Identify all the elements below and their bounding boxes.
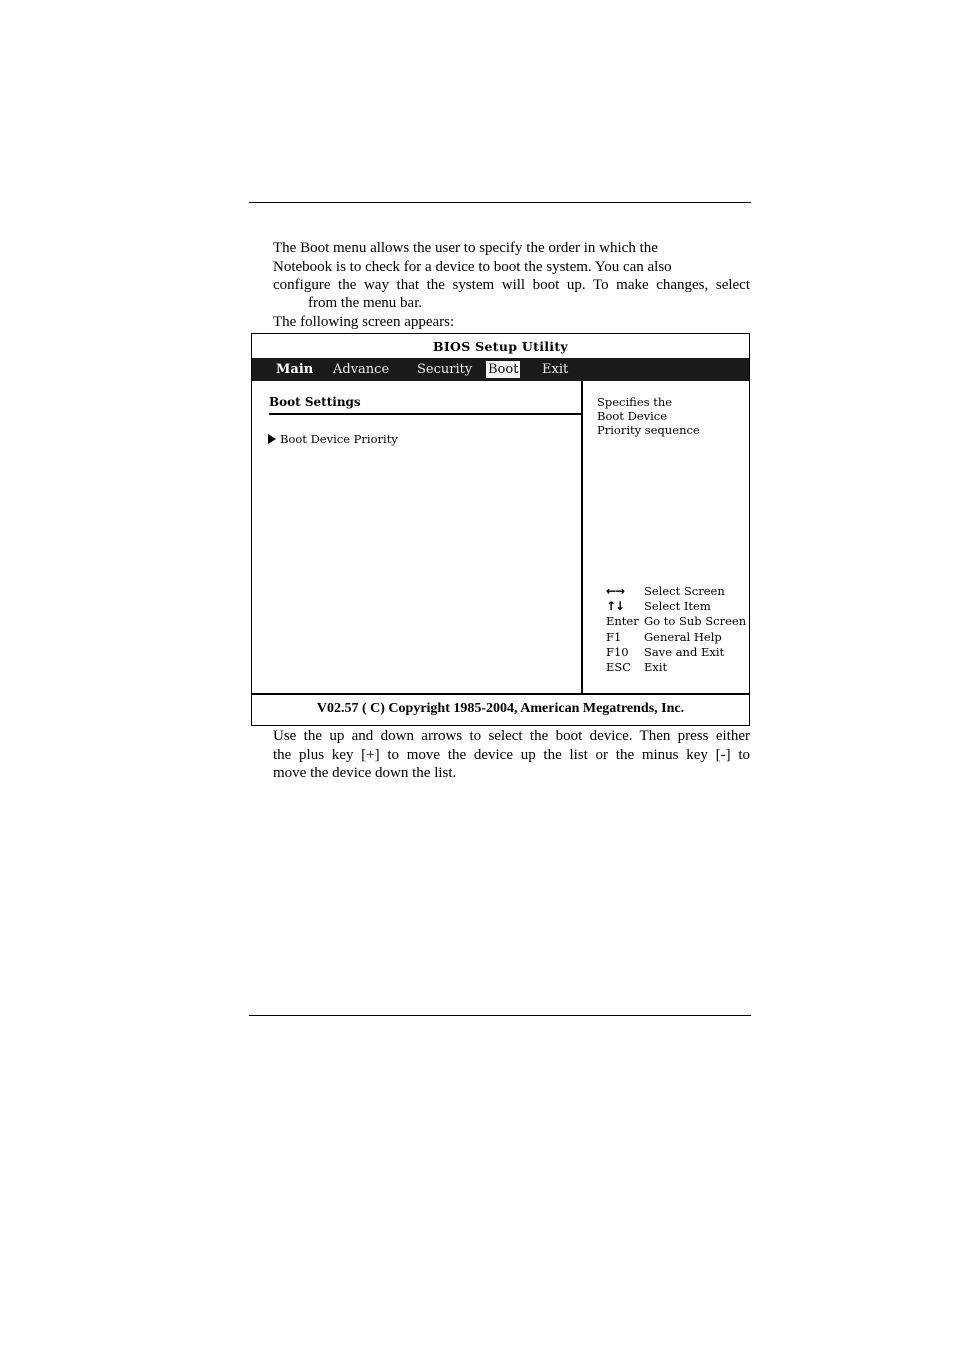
up-down-arrows-icon: ↑↓: [606, 599, 625, 614]
key-desc: General Help: [644, 629, 722, 644]
header-rule: [249, 202, 751, 203]
key-desc: Exit: [644, 659, 668, 674]
menu-security[interactable]: Security: [417, 362, 473, 377]
intro-line: configure the way that the system will boot up. To make changes, select: [273, 277, 750, 293]
section-divider: [269, 413, 581, 415]
key-name: Enter: [606, 614, 639, 629]
intro-paragraph: [273, 239, 750, 295]
screen-note: The following screen appears:: [273, 314, 455, 330]
outro-paragraph: [273, 727, 750, 783]
bios-title: BIOS Setup Utility: [433, 339, 568, 354]
section-title: Boot Settings: [269, 395, 361, 409]
key-desc: Go to Sub Screen: [644, 614, 747, 629]
intro-line: Notebook is to check for a device to boot the system. You can also: [273, 258, 672, 275]
intro-indent-line: from the menu bar.: [308, 295, 423, 311]
key-desc: Save and Exit: [644, 644, 725, 659]
key-name: ESC: [606, 659, 632, 674]
menu-exit[interactable]: Exit: [542, 362, 569, 377]
boot-device-priority-item[interactable]: [268, 432, 398, 446]
outro-line: the plus key [+] to move the device up the list or the minus key [-] to: [273, 746, 750, 763]
bios-copyright: V02.57 ( C) Copyright 1985-2004, American Megatrends, Inc.: [316, 701, 685, 716]
footer-divider: [252, 693, 749, 695]
menu-main[interactable]: Main: [276, 362, 314, 377]
help-line: Specifies the: [597, 395, 673, 409]
help-text: [597, 395, 700, 437]
outro-line: move the device down the list.: [273, 765, 457, 781]
intro-line: The Boot menu allows the user to specify the order in which the: [273, 240, 658, 256]
key-desc: Select Item: [644, 599, 711, 614]
menu-advance[interactable]: Advance: [333, 362, 390, 377]
bios-menubar: [252, 358, 749, 381]
key-name: F1: [606, 629, 622, 644]
outro-line: Use the up and down arrows to select the boot device. Then press either: [273, 728, 750, 744]
bios-screenshot: [251, 333, 750, 726]
footer-rule: [249, 1015, 751, 1016]
key-desc: Select Screen: [644, 584, 725, 598]
menu-boot[interactable]: Boot: [488, 362, 519, 377]
submenu-arrow-icon: [268, 434, 276, 444]
help-line: Priority sequence: [597, 423, 700, 437]
left-right-arrows-icon: ←→: [606, 584, 625, 598]
settings-pane: [252, 381, 583, 693]
key-name: F10: [606, 644, 629, 659]
help-line: Boot Device: [597, 409, 668, 423]
submenu-label: Boot Device Priority: [280, 432, 398, 446]
